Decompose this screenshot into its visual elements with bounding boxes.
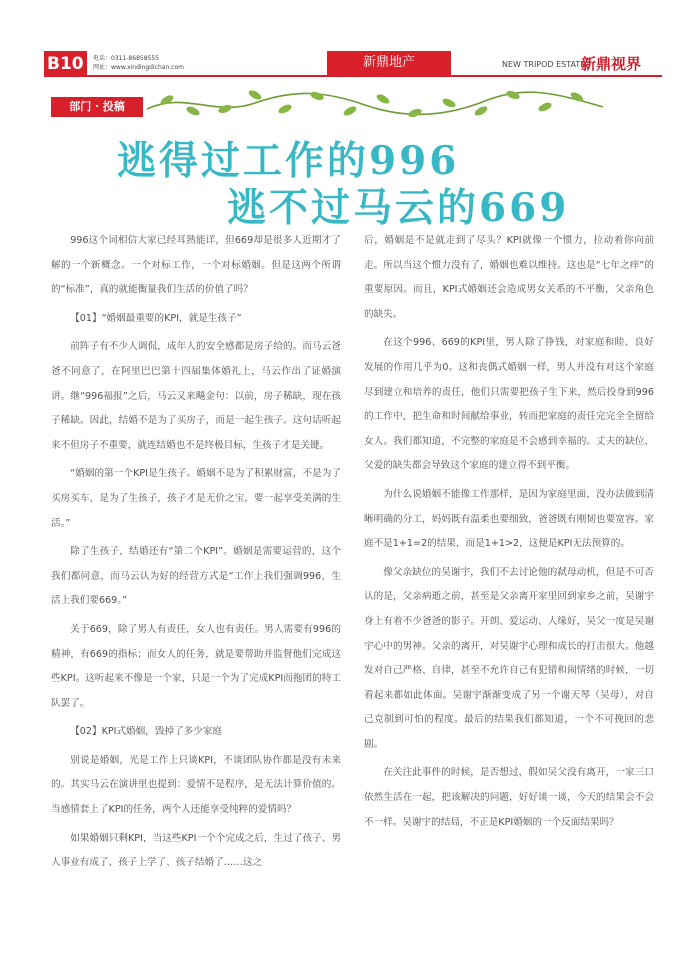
subheading: 【02】KPI式婚姻，毁掉了多少家庭 <box>70 726 223 738</box>
column-tag: 部门 · 投稿 <box>51 97 143 117</box>
section-tab: 新鼎地产 <box>327 51 451 75</box>
headline-line-1: 逃得过工作的996 <box>117 138 460 184</box>
website-text: 网址：www.xindingdichan.com <box>93 64 184 71</box>
page-number: B10 <box>44 51 87 77</box>
paragraph: 关于669，除了男人有责任，女人也有责任。男人需要有996的精神，有669的指标；而女人的任务，就是要帮助并监督他们完成这些KPI。这听起来不像是一个家，只是一个为了完成KPI而拖团的特工队罢了。 <box>51 623 341 709</box>
paragraph: 像父亲缺位的吴谢宇，我们不去讨论他的弑母动机，但是不可否认的是，父亲病逝之前，甚至是父亲离开家里回到家乡之前，吴谢宇身上有着不少爸爸的影子。开朗、爱运动、人缘好，吴父一度是吴谢宇心中的男神。父亲的离开，对吴谢宇心理和成长的打击很大。他越发对自己严格、自律，甚至不允许自己有犯错和闹情绪的时候，一切看起来都如此体面。吴谢宇渐渐变成了另一个谢天琴（吴母），对自己克制到可怕的程度。最后的结果我们都知道，一个不可挽回的悲剧。 <box>364 566 654 750</box>
contact-info <box>93 54 184 72</box>
brand-logo: 新鼎视界 <box>581 55 642 73</box>
headline-line-2: 逃不过马云的669 <box>227 185 570 231</box>
paragraph: 996这个词相信大家已经耳熟能详，但669却是很多人近期才了解的一个新概念。一个对标工作，一个对标婚姻。但是这两个所谓的“标准”，真的就能衡量我们生活的价值了吗？ <box>51 235 341 296</box>
header-rule <box>44 75 662 77</box>
paragraph: 别说是婚姻，光是工作上只谈KPI，不谈团队协作都是没有未来的。其实马云在演讲里也提到：爱情不是程序，是无法计算价值的。当感情套上了KPI的任务，两个人还能享受纯粹的爱情吗？ <box>51 754 341 816</box>
left-column <box>51 229 341 876</box>
quote-paragraph: “婚姻的第一个KPI是生孩子。婚姻不是为了积累财富，不是为了买房买车，是为了生孩子，孩子才是无价之宝，要一起享受美满的生活。” <box>51 468 341 529</box>
paragraph: 为什么说婚姻不能像工作那样，是因为家庭里面，没办法做到清晰明确的分工，妈妈既有温柔也要细致，爸爸既有刚韧也要宽容。家庭不是1+1=2的结果，而是1+1>2，这便是KPI无法预算的。 <box>364 488 654 550</box>
paragraph: 前阵子有不少人调侃，成年人的安全感都是房子给的。而马云爸爸不同意了，在阿里巴巴第十四届集体婚礼上，马云作出了证婚演讲。继“996福报”之后，马云又来飚金句：以前，房子稀缺，现在孩子稀缺。因此，结婚不是为了买房子，而是一起生孩子。这句话听起来不但房子不重要，就连结婚也不是终极目标，生孩子才是关键。 <box>51 341 341 451</box>
phone-text: 电话：0311-86858555 <box>93 55 159 62</box>
english-name: NEW TRIPOD ESTATE <box>502 60 586 69</box>
subheading: 【01】“婚姻最重要的KPI，就是生孩子” <box>70 312 242 324</box>
page-header <box>44 51 662 77</box>
paragraph: 在这个996、669的KPI里，男人除了挣钱，对家庭和睦、良好发展的作用几乎为0。这和丧偶式婚姻一样，男人并没有对这个家庭尽到建立和培养的责任，他们只需要把孩子生下来，然后投身到996的工作中，把生命和时间献给事业，转而把家庭的责任完完全全留给女人。我们都知道，不完整的家庭是不会感到幸福的。丈夫的缺位、父爱的缺失都会导致这个家庭的建立得不到平衡。 <box>364 337 654 472</box>
paragraph: 除了生孩子，结婚还有“第二个KPI”。婚姻是需要运营的，这个我们都同意，而马云认为好的经营方式是“工作上我们强调996，生活上我们要669。” <box>51 546 341 607</box>
right-column <box>364 229 654 835</box>
paragraph: 后，婚姻是不是就走到了尽头？KPI就像一个惯力，拉动着你向前走。所以当这个惯力没有了，婚姻也难以维持。这也是“七年之痒”的重要原因。而且，KPI式婚姻还会造成男女关系的不平衡，父亲角色的缺失。 <box>364 235 654 320</box>
vine-decoration-icon <box>145 87 605 121</box>
paragraph: 如果婚姻只剩KPI，当这些KPI一个个完成之后，生过了孩子、男人事业有成了、孩子上学了、孩子结婚了……这之 <box>51 832 341 869</box>
paragraph: 在关注此事件的时候，是否想过，假如吴父没有离开，一家三口依然生活在一起，把该解决的问题，好好谈一谈，今天的结果会不会不一样。吴谢宇的结局，不正是KPI婚姻的一个反面结果吗？ <box>364 767 654 828</box>
